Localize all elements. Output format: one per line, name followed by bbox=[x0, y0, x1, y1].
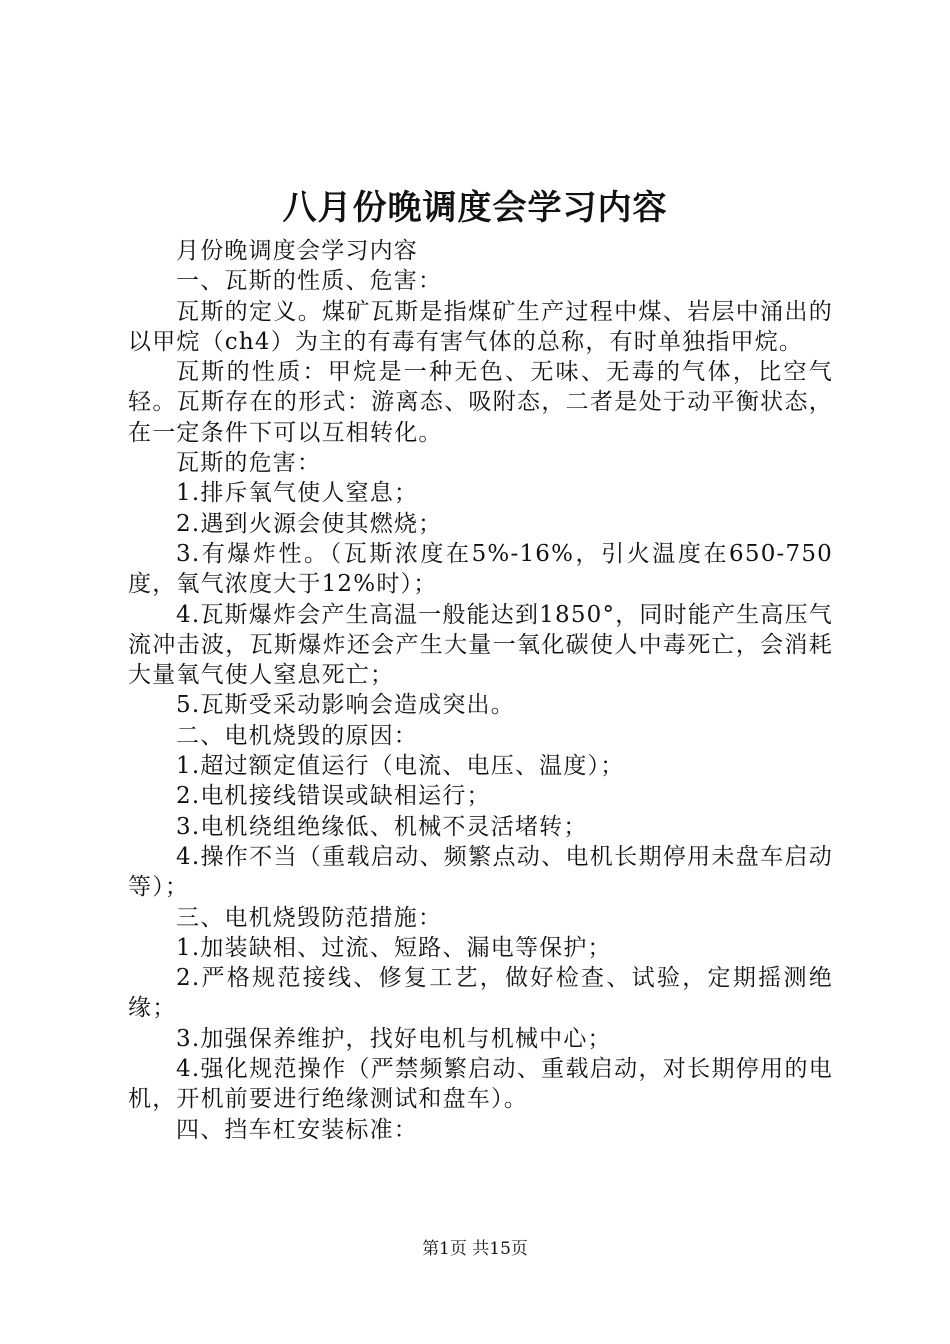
list-item: 2.严格规范接线、修复工艺，做好检查、试验，定期摇测绝缘； bbox=[128, 965, 833, 1022]
paragraph: 瓦斯的危害： bbox=[176, 450, 322, 477]
list-item: 1.排斥氧气使人窒息； bbox=[176, 480, 419, 507]
list-item: 2.电机接线错误或缺相运行； bbox=[176, 783, 491, 810]
paragraph: 瓦斯的性质：甲烷是一种无色、无味、无毒的气体，比空气轻。瓦斯存在的形式：游离态、吸附态，二者是处于动平衡状态，在一定条件下可以互相转化。 bbox=[128, 359, 833, 446]
page-footer: 第1页 共15页 bbox=[422, 1239, 528, 1259]
list-item: 5.瓦斯受采动影响会造成突出。 bbox=[176, 692, 515, 719]
list-item: 4.强化规范操作（严禁频繁启动、重载启动，对长期停用的电机，开机前要进行绝缘测试和盘车）。 bbox=[128, 1056, 833, 1113]
list-item: 4.瓦斯爆炸会产生高温一般能达到1850°，同时能产生高压气流冲击波，瓦斯爆炸还会产生大量一氧化碳使人中毒死亡，会消耗大量氧气使人窒息死亡； bbox=[128, 601, 833, 689]
section-heading: 二、电机烧毁的原因： bbox=[176, 722, 418, 749]
list-item: 2.遇到火源会使其燃烧； bbox=[176, 510, 443, 537]
section-heading: 三、电机烧毁防范措施： bbox=[176, 904, 443, 931]
list-item: 1.加装缺相、过流、短路、漏电等保护； bbox=[176, 934, 612, 961]
section-heading: 四、挡车杠安装标准： bbox=[176, 1116, 418, 1143]
list-item: 4.操作不当（重载启动、频繁点动、电机长期停用未盘车启动等）； bbox=[128, 843, 833, 901]
document-title: 八月份晚调度会学习内容 bbox=[282, 188, 668, 228]
list-item: 1.超过额定值运行（电流、电压、温度）； bbox=[176, 753, 625, 780]
paragraph: 瓦斯的定义。煤矿瓦斯是指煤矿生产过程中煤、岩层中涌出的以甲烷（ch4）为主的有毒有害气体的总称，有时单独指甲烷。 bbox=[128, 298, 833, 355]
list-item: 3.有爆炸性。（瓦斯浓度在5%-16%，引火温度在650-750度，氧气浓度大于12%时）； bbox=[128, 540, 833, 598]
list-item: 3.电机绕组绝缘低、机械不灵活堵转； bbox=[176, 813, 588, 840]
document-body bbox=[128, 236, 833, 1145]
section-heading: 一、瓦斯的性质、危害： bbox=[176, 268, 443, 295]
paragraph: 月份晚调度会学习内容 bbox=[176, 238, 418, 264]
list-item: 3.加强保养维护，找好电机与机械中心； bbox=[176, 1025, 612, 1052]
